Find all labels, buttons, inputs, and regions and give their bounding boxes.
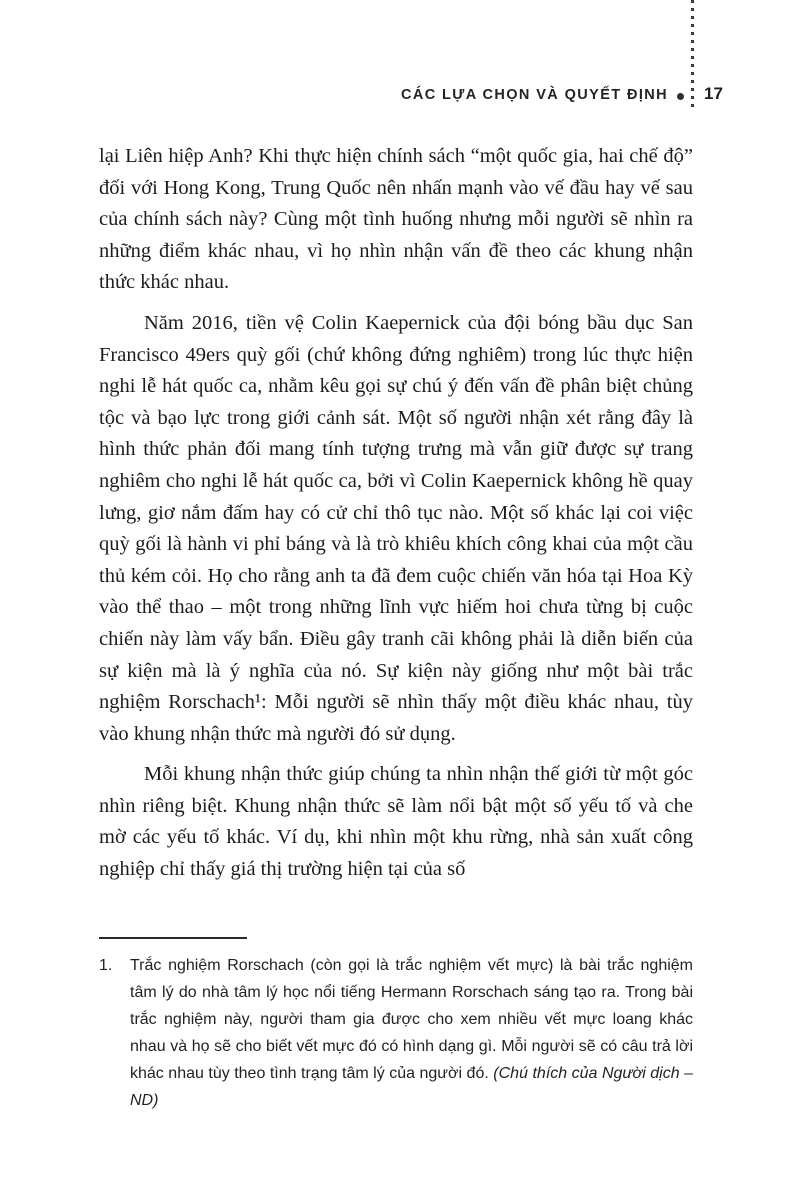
footnote <box>99 952 693 1114</box>
body-paragraph: Mỗi khung nhận thức giúp chúng ta nhìn nhận thế giới từ một góc nhìn riêng biệt. Khung nhận thức sẽ làm nổi bật một số yếu tố và che mờ các yếu tố khác. Ví dụ, khi nhìn một khu rừng, nhà sản xuất công nghiệp chỉ thấy giá thị trường hiện tại của số <box>99 763 693 881</box>
page-number: 17 <box>704 84 723 103</box>
vertical-dotted-line-icon <box>691 0 694 110</box>
body-paragraph: lại Liên hiệp Anh? Khi thực hiện chính sách “một quốc gia, hai chế độ” đối với Hong Kong, Trung Quốc nên nhấn mạnh vào vế đầu hay vế sau của chính sách này? Cùng một tình huống nhưng mỗi người sẽ nhìn ra những điểm khác nhau, vì họ nhìn nhận vấn đề theo các khung nhận thức khác nhau. <box>99 145 693 294</box>
footnote-text <box>130 952 693 1114</box>
dot-icon <box>677 93 684 100</box>
footnote-translator-note: (Chú thích của Người dịch – ND) <box>130 1065 694 1109</box>
footnote-body: Trắc nghiệm Rorschach (còn gọi là trắc nghiệm vết mực) là bài trắc nghiệm tâm lý do nhà tâm lý học nổi tiếng Hermann Rorschach sáng tạo ra. Trong bài trắc nghiệm này, người tham gia được cho xem nhiều vết mực loang khác nhau và họ sẽ cho biết vết mực đó có hình dạng gì. Mỗi người sẽ có câu trả lời khác nhau tùy theo tình trạng tâm lý của người đó. <box>130 957 693 1082</box>
body-text <box>99 141 693 895</box>
header-title: CÁC LỰA CHỌN VÀ QUYẾT ĐỊNH <box>400 87 668 103</box>
running-header <box>99 87 684 103</box>
footnote-marker: 1. <box>99 957 113 974</box>
footnote-divider <box>99 937 247 939</box>
body-paragraph: Năm 2016, tiền vệ Colin Kaepernick của đội bóng bầu dục San Francisco 49ers quỳ gối (chứ không đứng nghiêm) trong lúc thực hiện nghi lễ hát quốc ca, nhằm kêu gọi sự chú ý đến vấn đề phân biệt chủng tộc và bạo lực trong giới cảnh sát. Một số người nhận xét rằng đây là hình thức phản đối mang tính tượng trưng mà vẫn giữ được sự trang nghiêm cho nghi lễ hát quốc ca, bởi vì Colin Kaepernick không hề quay lưng, giơ nắm đấm hay có cử chỉ thô tục nào. Một số khác lại coi việc quỳ gối là hành vi phỉ báng và là trò khiêu khích công khai của một cầu thủ kém cỏi. Họ cho rằng anh ta đã đem cuộc chiến văn hóa tại Hoa Kỳ vào thể thao – một trong những lĩnh vực hiếm hoi chưa từng bị cuộc chiến này làm vấy bẩn. Điều gây tranh cãi không phải là diễn biến của sự kiện mà là ý nghĩa của nó. Sự kiện này giống như một bài trắc nghiệm Rorschach¹: Mỗi người sẽ nhìn thấy một điều khác nhau, tùy vào khung nhận thức mà người đó sử dụng. <box>99 311 693 745</box>
